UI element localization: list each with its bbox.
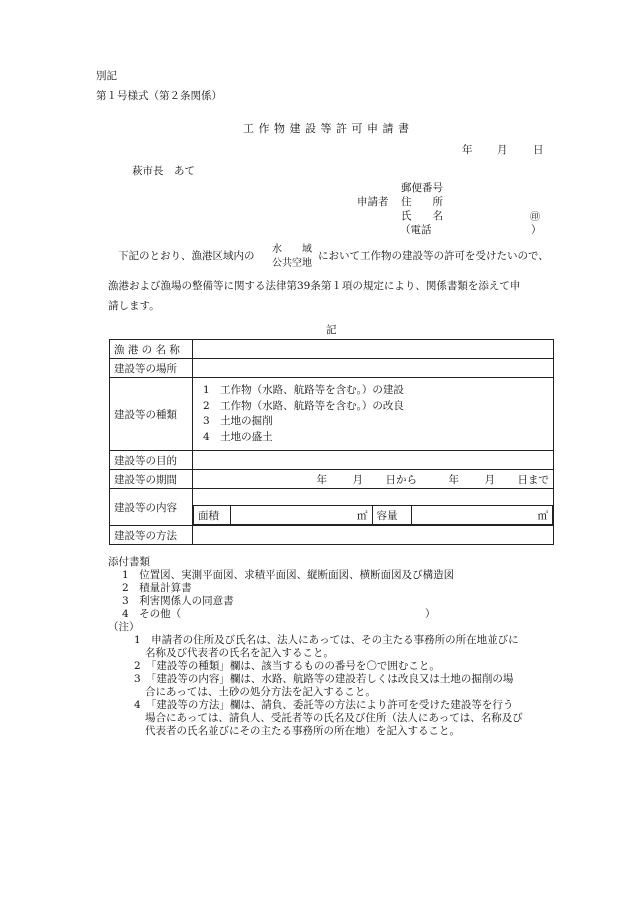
betsuki-label: 別記 <box>96 70 117 82</box>
period-month-to: 月 <box>484 473 495 486</box>
table-row <box>110 451 554 470</box>
attachment-close-paren: ） <box>425 608 436 620</box>
application-table <box>109 339 554 545</box>
kind-options[interactable] <box>193 378 554 451</box>
port-name-field[interactable] <box>193 340 554 359</box>
note-2: 2 「建設等の種類」欄は、該当するものの番号を〇で囲むこと。 <box>134 660 440 672</box>
volume-label: 容量 <box>372 506 411 525</box>
period-field[interactable] <box>193 470 554 489</box>
content-label: 建設等の内容 <box>110 489 193 526</box>
attachment-item-1: 1 位置図、実測平面図、求積平面図、縦断面図、横断面図及び構造図 <box>122 569 455 581</box>
purpose-field[interactable] <box>193 451 554 470</box>
phone-close-paren: ） <box>531 224 542 236</box>
attachments-heading: 添付書類 <box>108 556 150 568</box>
table-row <box>110 340 554 359</box>
phone-label: （電話 <box>400 224 432 236</box>
kind-option-4: 4 土地の盛土 <box>203 430 273 443</box>
area-label: 面積 <box>194 506 231 525</box>
location-field[interactable] <box>193 359 554 378</box>
purpose-label: 建設等の目的 <box>110 451 193 470</box>
date-year: 年 <box>462 144 473 156</box>
body-line-3: 請します。 <box>108 300 160 312</box>
note-1-line-2: 名称及び代表者の氏名を記入すること。 <box>145 647 334 659</box>
location-label: 建設等の場所 <box>110 359 193 378</box>
kind-option-3: 3 土地の掘削 <box>203 415 273 427</box>
table-row <box>110 526 554 545</box>
attachment-item-3: 3 利害関係人の同意書 <box>122 595 234 607</box>
note-1-line-1: 1 申請者の住所及び氏名は、法人にあっては、その主たる事務所の所在地並びに <box>134 634 519 646</box>
table-row <box>110 489 554 526</box>
note-4-line-1: 4 「建設等の方法」欄は、請負、委託等の方法により許可を受けた建設等を行う <box>134 699 514 711</box>
note-3-line-2: 合にあっては、土砂の処分方法を記入すること。 <box>145 686 376 698</box>
table-row <box>110 378 554 451</box>
period-year-to: 年 <box>448 473 459 486</box>
applicant-label: 申請者 <box>357 196 389 208</box>
date-day: 日 <box>533 144 544 156</box>
method-field[interactable] <box>193 526 554 545</box>
attachment-item-4: 4 その他（ <box>122 608 182 620</box>
volume-unit[interactable]: ㎥ <box>411 506 553 525</box>
table-row <box>110 470 554 489</box>
address-label: 住 所 <box>401 196 443 208</box>
stack-bottom: 公共空地 <box>272 258 312 269</box>
period-label: 建設等の期間 <box>110 470 193 489</box>
area-unit[interactable]: ㎡ <box>231 506 373 525</box>
attachment-item-2: 2 積量計算書 <box>122 582 192 594</box>
method-label: 建設等の方法 <box>110 526 193 545</box>
page-title: 工作物建設等許可申請書 <box>243 122 414 135</box>
period-year-from: 年 <box>316 473 327 486</box>
note-3-line-1: 3 「建設等の内容」欄は、水路、航路等の建設若しくは改良又は土地の掘削の場 <box>134 673 514 685</box>
notes-heading: （注） <box>108 621 140 633</box>
period-month-from: 月 <box>352 473 363 486</box>
period-day-to: 日まで <box>517 473 549 486</box>
kind-option-1: 1 工作物（水路、航路等を含む。）の建設 <box>203 384 404 396</box>
name-label: 氏 名 <box>401 210 443 222</box>
ki-label: 記 <box>326 324 337 336</box>
date-month: 月 <box>497 144 508 156</box>
seal-icon: ㊞ <box>530 212 540 223</box>
table-row <box>110 359 554 378</box>
body-line-1-pre: 下記のとおり、漁港区域内の <box>118 250 255 262</box>
kind-label: 建設等の種類 <box>110 378 193 451</box>
form-number: 第１号様式（第２条関係） <box>96 90 222 102</box>
content-field[interactable] <box>193 489 554 526</box>
port-name-label: 漁 港 の 名 称 <box>110 340 193 359</box>
stack-top: 水 域 <box>272 244 312 255</box>
note-4-line-3: 代表者の氏名並びにその主たる事務所の所在地）を記入すること。 <box>145 725 460 737</box>
body-line-2: 漁港および漁場の整備等に関する法律第39条第１項の規定により、関係書類を添えて申 <box>108 280 521 292</box>
note-4-line-2: 場合にあっては、請負人、受託者等の氏名及び住所（法人にあっては、名称及び <box>145 712 523 724</box>
addressee: 萩市長 あて <box>132 165 195 177</box>
period-day-from: 日から <box>385 473 417 486</box>
kind-option-2: 2 工作物（水路、航路等を含む。）の改良 <box>203 399 404 412</box>
body-line-1-post: において工作物の建設等の許可を受けたいので、 <box>318 250 549 262</box>
postal-code-label: 郵便番号 <box>401 182 443 194</box>
